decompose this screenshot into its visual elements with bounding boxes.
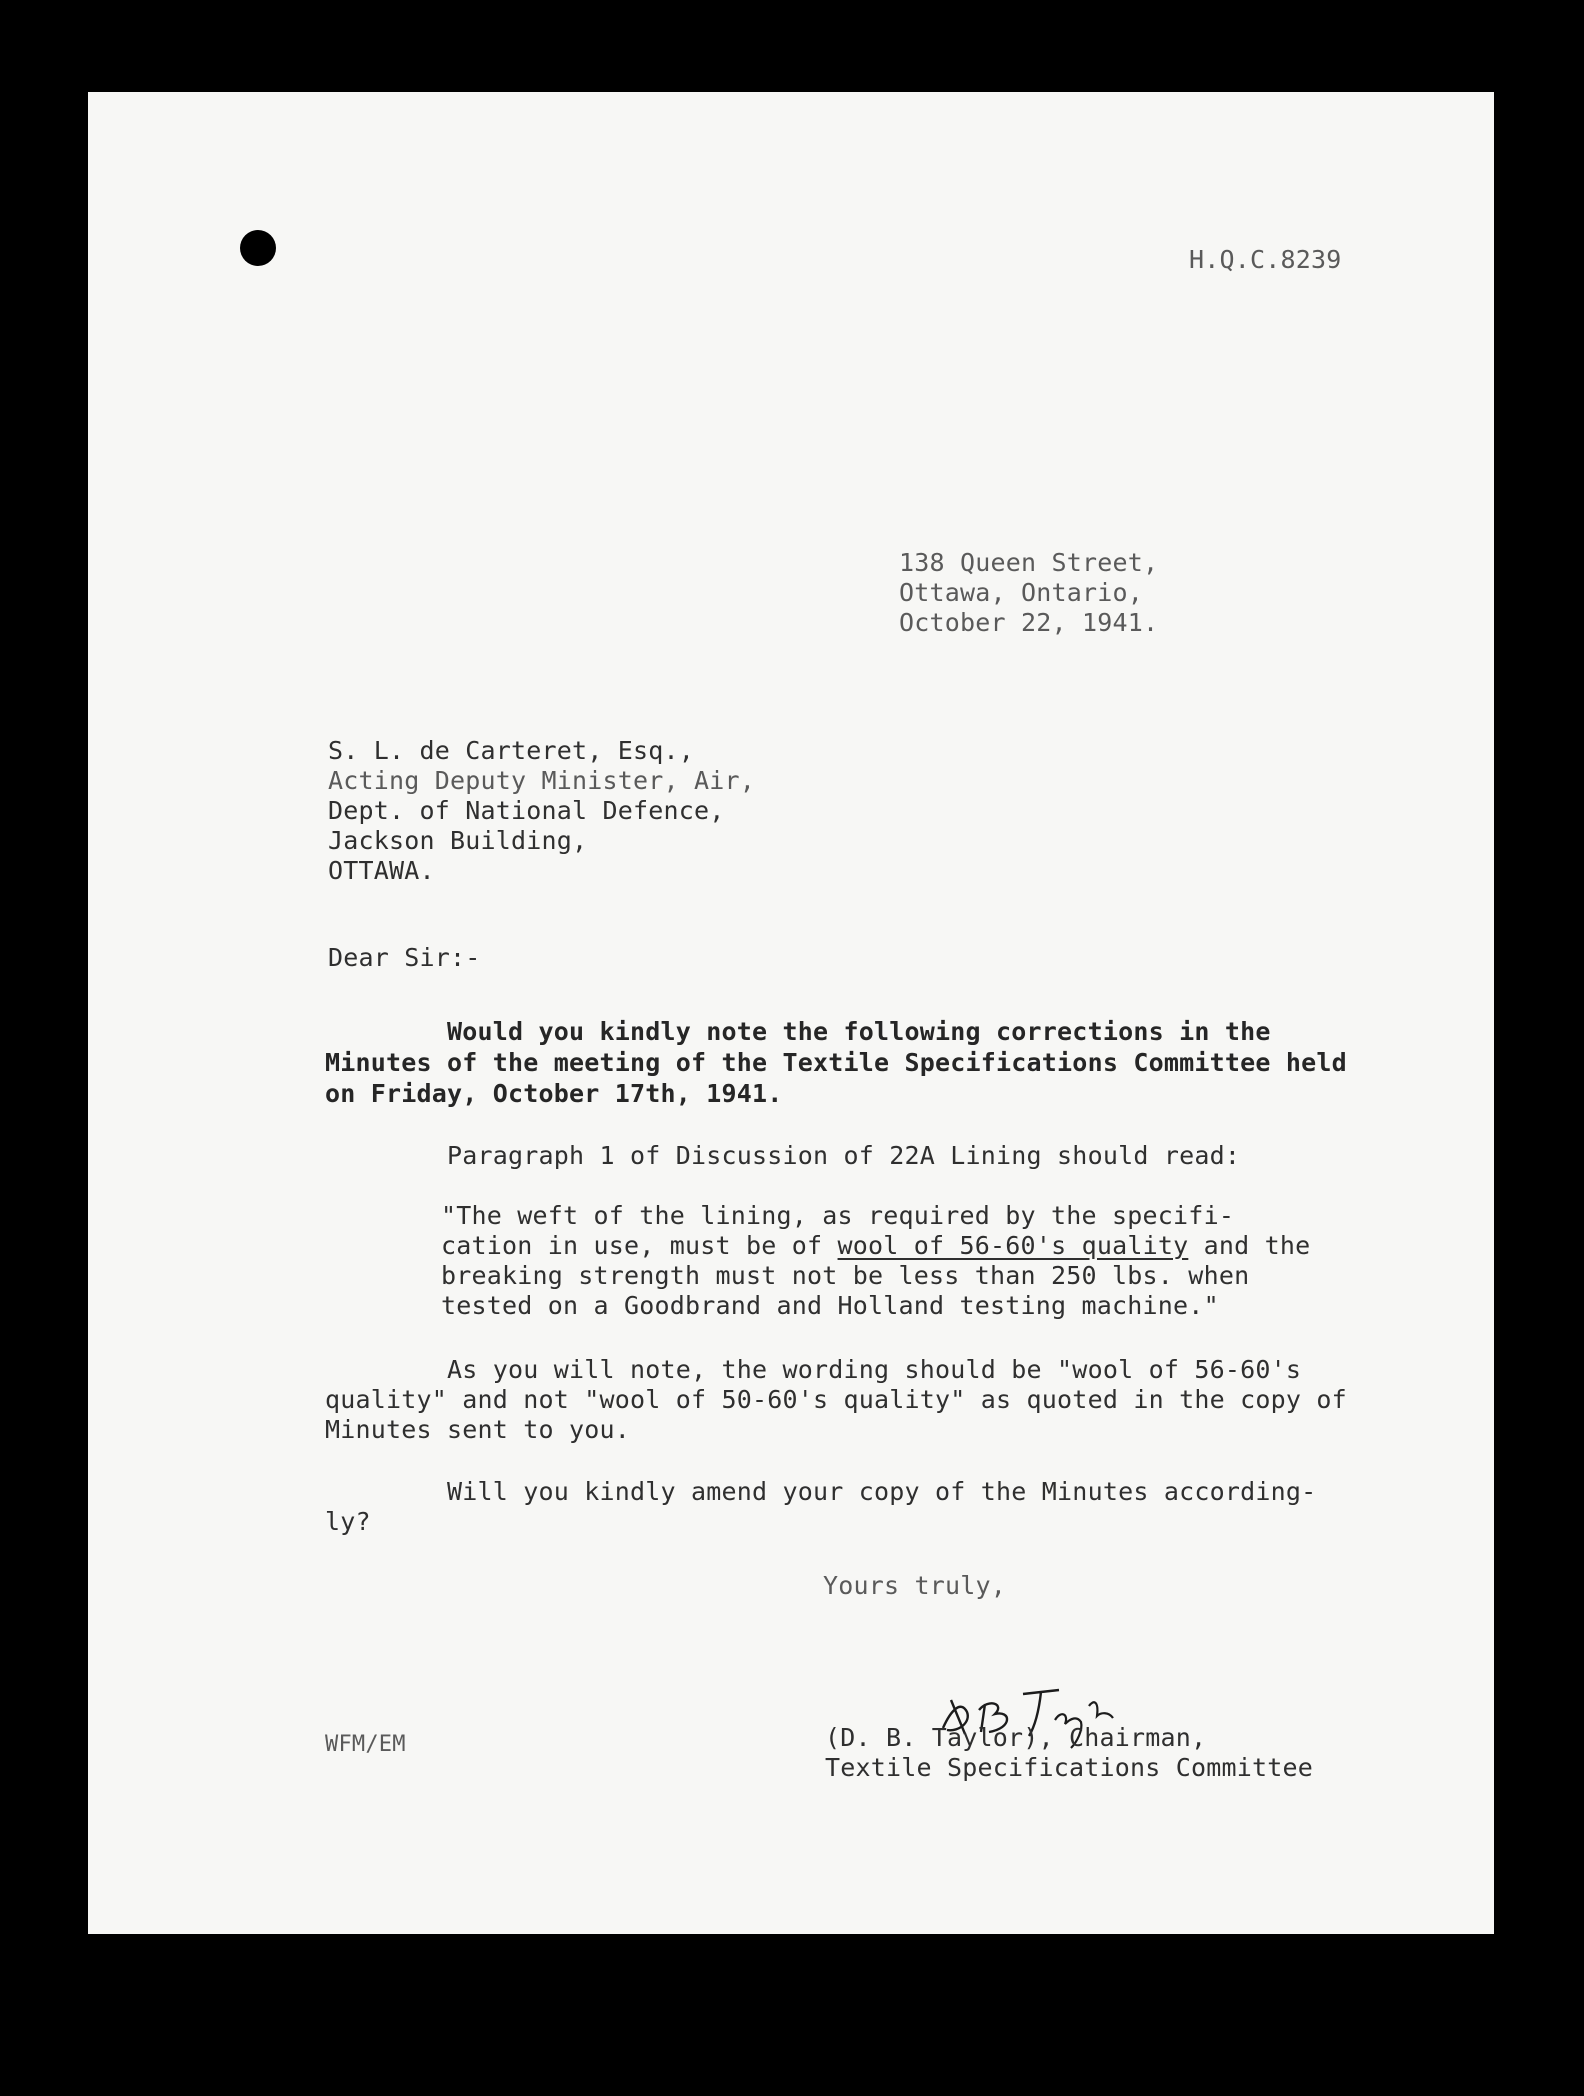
address-line: 138 Queen Street, [899,548,1159,577]
paragraph-line: quality" and not "wool of 50-60's quality" as quoted in the copy of [325,1385,1347,1414]
paragraph-line: Minutes sent to you. [325,1415,631,1444]
paragraph-line: ly? [325,1507,371,1536]
quote-line: breaking strength must not be less than 250 lbs. when [441,1261,1250,1290]
typist-initials: WFM/EM [325,1732,406,1757]
paragraph-lining: Paragraph 1 of Discussion of 22A Lining should read: [325,1141,1241,1170]
quote-line: tested on a Goodbrand and Holland testing machine." [441,1291,1219,1320]
paragraph-line: on Friday, October 17th, 1941. [325,1079,783,1108]
quote-line: cation in use, must be of wool of 56-60's quality and the [441,1231,1311,1260]
file-reference: H.Q.C.8239 [1189,245,1342,274]
underlined-phrase: wool of 56-60's quality [837,1231,1189,1260]
paragraph-line: Would you kindly note the following corrections in the [325,1017,1271,1046]
paragraph-line: As you will note, the wording should be "wool of 56-60's [325,1355,1302,1384]
paragraph-line: Minutes of the meeting of the Textile Specifications Committee held [325,1048,1347,1077]
recipient-line: OTTAWA. [328,856,435,885]
salutation: Dear Sir:- [328,943,481,972]
recipient-line: Acting Deputy Minister, Air, [328,766,756,795]
recipient-line: S. L. de Carteret, Esq., [328,736,695,765]
punch-hole [240,230,276,266]
signatory-line: (D. B. Taylor), Chairman, [825,1723,1207,1752]
signatory-line: Textile Specifications Committee [825,1753,1314,1782]
quote-line: "The weft of the lining, as required by the specifi- [441,1201,1235,1230]
letter-page [88,92,1494,1934]
paragraph-line: Will you kindly amend your copy of the Minutes according- [325,1477,1317,1506]
recipient-line: Dept. of National Defence, [328,796,725,825]
date-line: October 22, 1941. [899,608,1159,637]
recipient-line: Jackson Building, [328,826,588,855]
closing: Yours truly, [823,1571,1007,1600]
address-line: Ottawa, Ontario, [899,578,1144,607]
